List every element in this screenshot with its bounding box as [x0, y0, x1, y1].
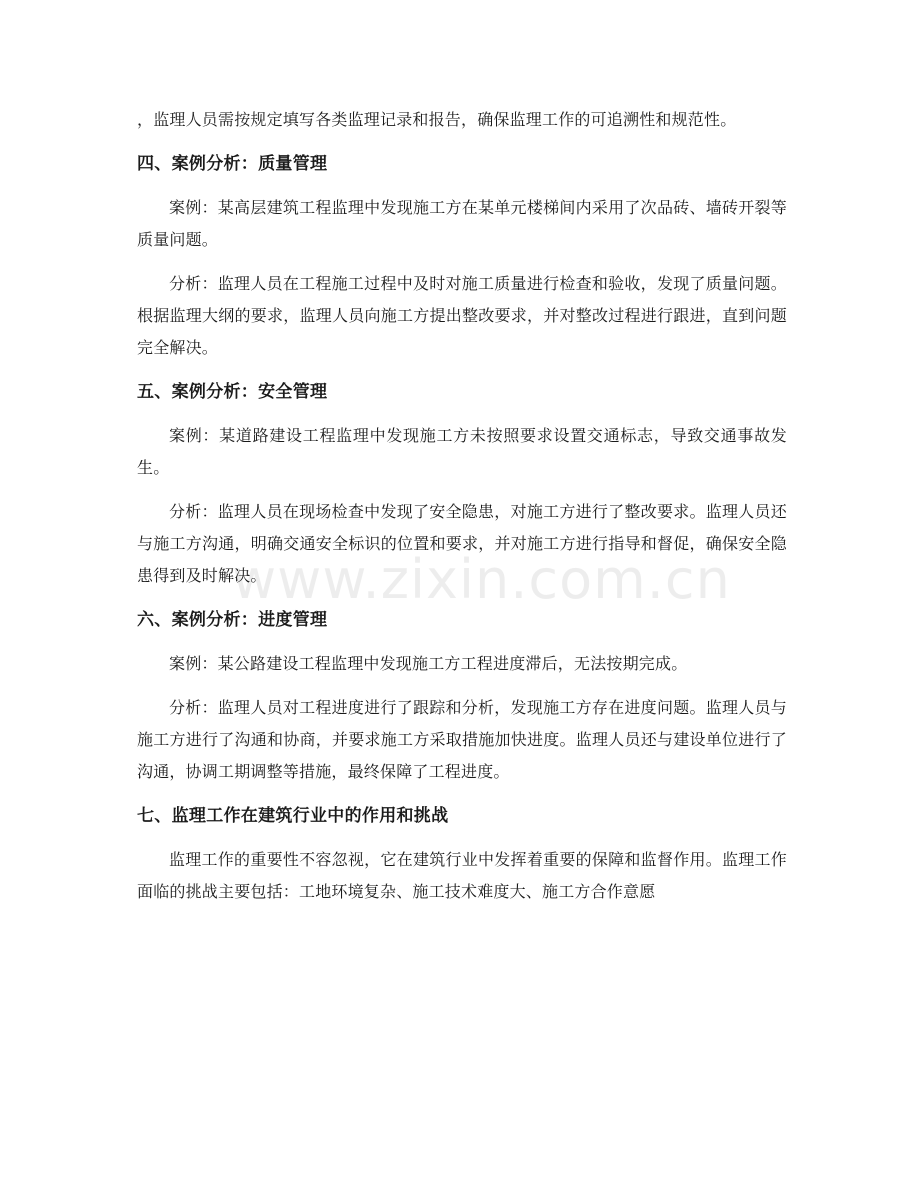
- section-heading-role-challenges: 七、监理工作在建筑行业中的作用和挑战: [137, 806, 449, 826]
- document-body: [137, 104, 787, 920]
- paragraph-safety-case: 案例：某道路建设工程监理中发现施工方未按照要求设置交通标志，导致交通事故发生。: [137, 426, 787, 477]
- paragraph-safety-analysis: 分析：监理人员在现场检查中发现了安全隐患，对施工方进行了整改要求。监理人员还与施工方沟通，明确交通安全标识的位置和要求，并对施工方进行指导和督促，确保安全隐患得到及时解决。: [137, 502, 787, 585]
- paragraph-role-challenges: 监理工作的重要性不容忽视，它在建筑行业中发挥着重要的保障和监督作用。监理工作面临的挑战主要包括：工地环境复杂、施工技术难度大、施工方合作意愿: [137, 850, 787, 901]
- paragraph-schedule-analysis: 分析：监理人员对工程进度进行了跟踪和分析，发现施工方存在进度问题。监理人员与施工方进行了沟通和协商，并要求施工方采取措施加快进度。监理人员还与建设单位进行了沟通，协调工期调整等措施，最终保障了工程进度。: [137, 698, 787, 781]
- paragraph-schedule-case: 案例：某公路建设工程监理中发现施工方工程进度滞后，无法按期完成。: [169, 654, 688, 673]
- paragraph-quality-analysis: 分析：监理人员在工程施工过程中及时对施工质量进行检查和验收，发现了质量问题。根据监理大纲的要求，监理人员向施工方提出整改要求，并对整改过程进行跟进，直到问题完全解决。: [137, 274, 787, 357]
- section-heading-schedule: 六、案例分析：进度管理: [137, 610, 328, 630]
- paragraph-quality-case: 案例：某高层建筑工程监理中发现施工方在某单元楼梯间内采用了次品砖、墙砖开裂等质量问题。: [137, 198, 787, 249]
- section-heading-safety: 五、案例分析：安全管理: [137, 382, 328, 402]
- section-heading-quality: 四、案例分析：质量管理: [137, 154, 328, 174]
- watermark-text: www.zixin.com.cn: [232, 548, 731, 611]
- paragraph-continuation: ，监理人员需按规定填写各类监理记录和报告，确保监理工作的可追溯性和规范性。: [137, 110, 737, 129]
